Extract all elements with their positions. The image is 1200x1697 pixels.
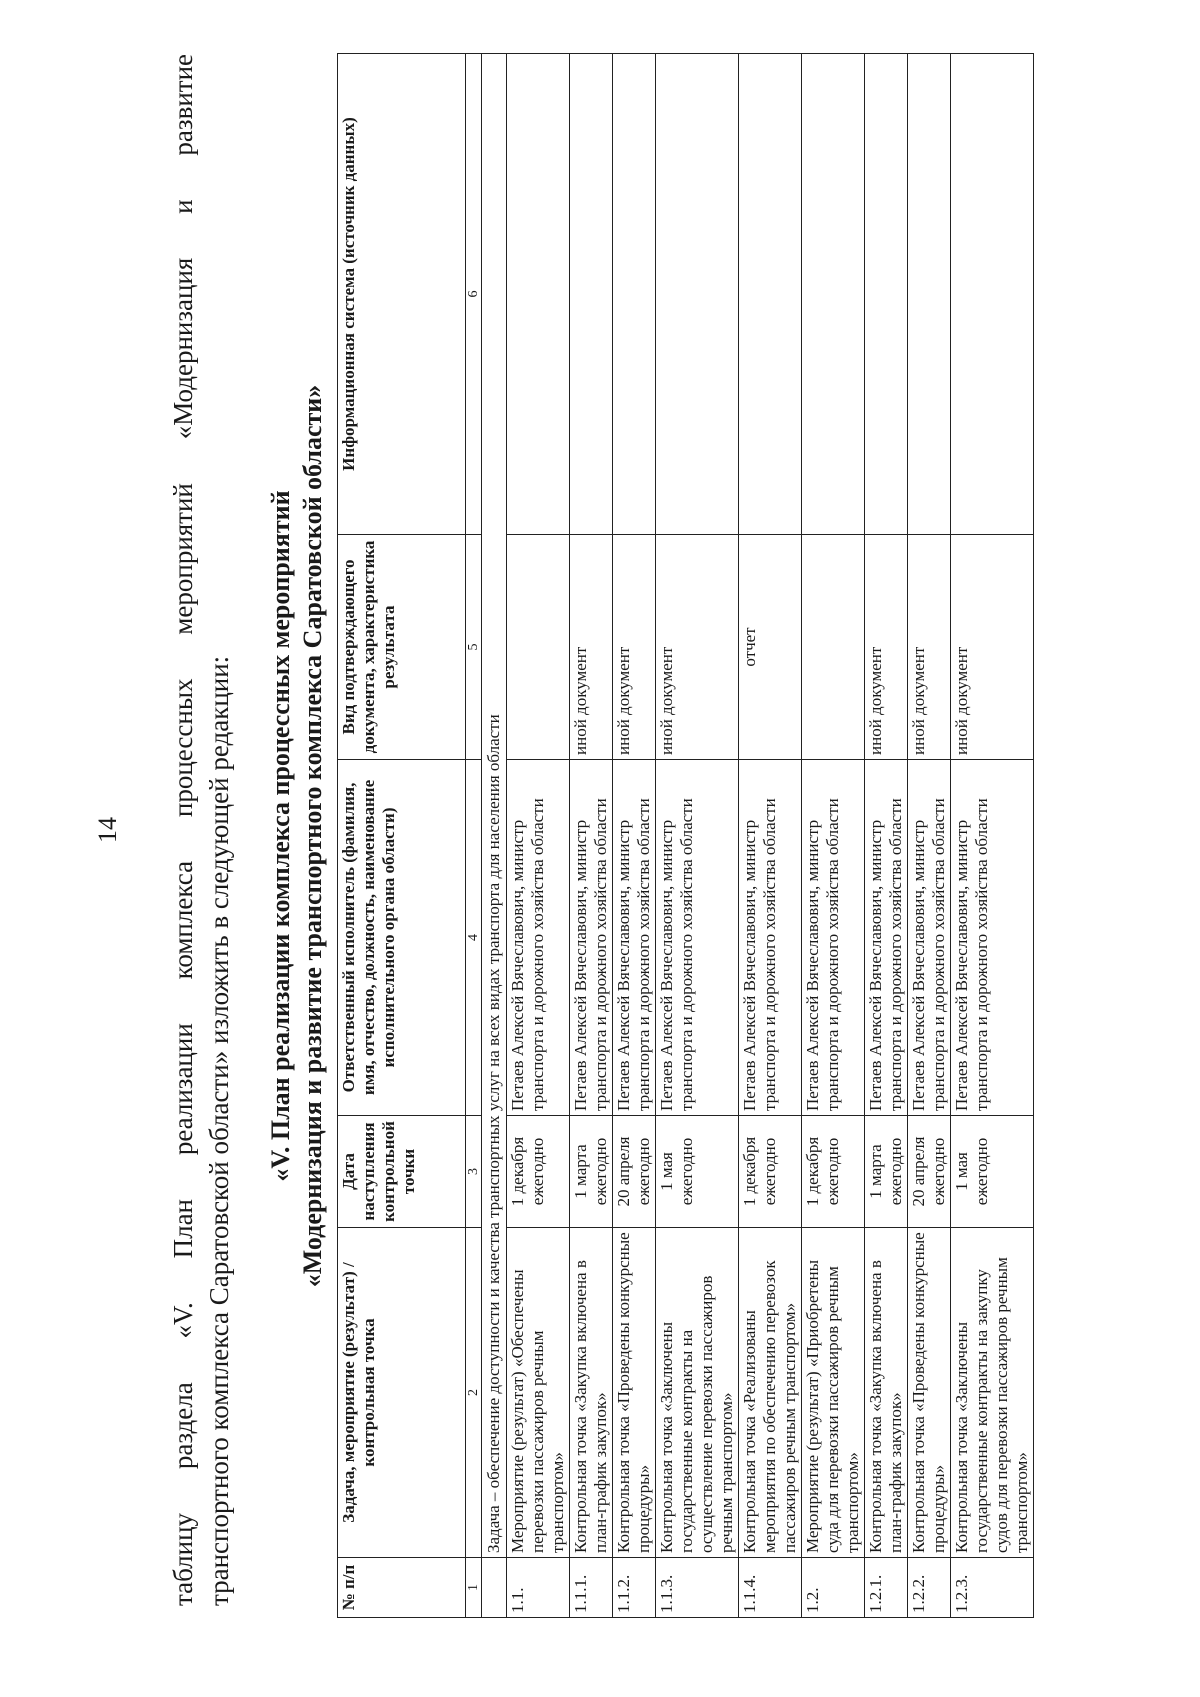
row-document: иной документ [951,535,1034,760]
row-executor: Петаев Алексей Вячеславович, министр транспорта и дорожного хозяйства области [507,760,570,1116]
row-document: иной документ [908,535,951,760]
column-numbers-row [466,54,482,1618]
column-number: 3 [466,1116,482,1228]
row-document: иной документ [613,535,656,760]
row-date: 20 апреля ежегодно [613,1116,656,1228]
task-row [482,54,507,1618]
intro-line-2: транспортного комплекса Саратовской области» изложить в следующей редакции: [204,655,234,1606]
row-date: 20 апреля ежегодно [908,1116,951,1228]
column-number: 6 [466,54,482,535]
table-row [570,54,613,1618]
header-item: Задача, мероприятие (результат) / контрольная точка [338,1228,466,1558]
intro-paragraph [165,54,257,1618]
row-system [802,54,865,535]
table-row [908,54,951,1618]
row-item: Контрольная точка «Заключены государственные контракты на закупку судов для перевозки пассажиров речным транспортом» [951,1228,1034,1558]
header-num: № п/п [338,1558,466,1618]
table-header [338,54,482,1618]
row-num: 1.2.1. [865,1558,908,1618]
table-row [656,54,739,1618]
row-document [802,535,865,760]
row-item: Контрольная точка «Проведены конкурсные процедуры» [613,1228,656,1558]
row-num: 1.1.3. [656,1558,739,1618]
row-date: 1 декабря ежегодно [507,1116,570,1228]
row-executor: Петаев Алексей Вячеславович, министр транспорта и дорожного хозяйства области [739,760,802,1116]
header-document: Вид подтверждающего документа, характеристика результата [338,535,466,760]
task-text: Задача – обеспечение доступности и качества транспортных услуг на всех видах транспорта для населения области [482,54,507,1558]
plan-table [337,53,1034,1618]
intro-line-1: таблицу раздела «V. План реализации комплекса процессных мероприятий «Модернизация и развитие [168,54,198,1606]
row-item: Контрольная точка «Реализованы мероприятия по обеспечению перевозок пассажиров речным транспортом» [739,1228,802,1558]
row-document: иной документ [865,535,908,760]
row-num: 1.1.4. [739,1558,802,1618]
row-document: отчет [739,535,802,760]
header-date: Дата наступления контрольной точки [338,1116,466,1228]
row-num: 1.2. [802,1558,865,1618]
row-item: Мероприятие (результат) «Приобретены суда для перевозки пассажиров речным транспортом» [802,1228,865,1558]
row-date: 1 декабря ежегодно [739,1116,802,1228]
row-document: иной документ [656,535,739,760]
row-item: Контрольная точка «Закупка включена в план-график закупок» [570,1228,613,1558]
column-number: 5 [466,535,482,760]
row-system [951,54,1034,535]
table-row [739,54,802,1618]
row-num: 1.1. [507,1558,570,1618]
row-document [507,535,570,760]
section-title [257,54,337,1618]
row-date: 1 мая ежегодно [656,1116,739,1228]
row-system [570,54,613,535]
row-executor: Петаев Алексей Вячеславович, министр транспорта и дорожного хозяйства области [613,760,656,1116]
row-executor: Петаев Алексей Вячеславович, министр транспорта и дорожного хозяйства области [908,760,951,1116]
row-executor: Петаев Алексей Вячеславович, министр транспорта и дорожного хозяйства области [570,760,613,1116]
row-executor: Петаев Алексей Вячеславович, министр транспорта и дорожного хозяйства области [865,760,908,1116]
row-executor: Петаев Алексей Вячеславович, министр транспорта и дорожного хозяйства области [656,760,739,1116]
row-system [507,54,570,535]
table-row [865,54,908,1618]
column-number: 2 [466,1228,482,1558]
task-num-cell [482,1558,507,1618]
header-executor: Ответственный исполнитель (фамилия, имя, отчество, должность, наименование исполнительного органа области) [338,760,466,1116]
table-row [802,54,865,1618]
row-date: 1 мая ежегодно [951,1116,1034,1228]
row-system [656,54,739,535]
table-row [507,54,570,1618]
table-row [951,54,1034,1618]
row-item: Мероприятие (результат) «Обеспечены перевозки пассажиров речным транспортом» [507,1228,570,1558]
row-date: 1 марта ежегодно [570,1116,613,1228]
row-date: 1 марта ежегодно [865,1116,908,1228]
section-title-line-2: «Модернизация и развитие транспортного комплекса Саратовской области» [298,384,327,1288]
header-system: Информационная система (источник данных) [338,54,466,535]
row-system [865,54,908,535]
row-system [739,54,802,535]
row-item: Контрольная точка «Заключены государственные контракты на осуществление перевозки пассажиров речным транспортом» [656,1228,739,1558]
section-title-line-1: «V. План реализации комплекса процессных мероприятий [266,490,295,1182]
column-number: 4 [466,760,482,1116]
rotated-page-content [165,54,1185,1618]
row-executor: Петаев Алексей Вячеславович, министр транспорта и дорожного хозяйства области [951,760,1034,1116]
row-num: 1.2.2. [908,1558,951,1618]
row-item: Контрольная точка «Закупка включена в план-график закупок» [865,1228,908,1558]
row-num: 1.1.1. [570,1558,613,1618]
row-system [613,54,656,535]
row-document: иной документ [570,535,613,760]
row-date: 1 декабря ежегодно [802,1116,865,1228]
page-number: 14 [93,817,122,843]
row-system [908,54,951,535]
row-num: 1.2.3. [951,1558,1034,1618]
row-num: 1.1.2. [613,1558,656,1618]
table-row [613,54,656,1618]
row-executor: Петаев Алексей Вячеславович, министр транспорта и дорожного хозяйства области [802,760,865,1116]
column-number: 1 [466,1558,482,1618]
row-item: Контрольная точка «Проведены конкурсные процедуры» [908,1228,951,1558]
